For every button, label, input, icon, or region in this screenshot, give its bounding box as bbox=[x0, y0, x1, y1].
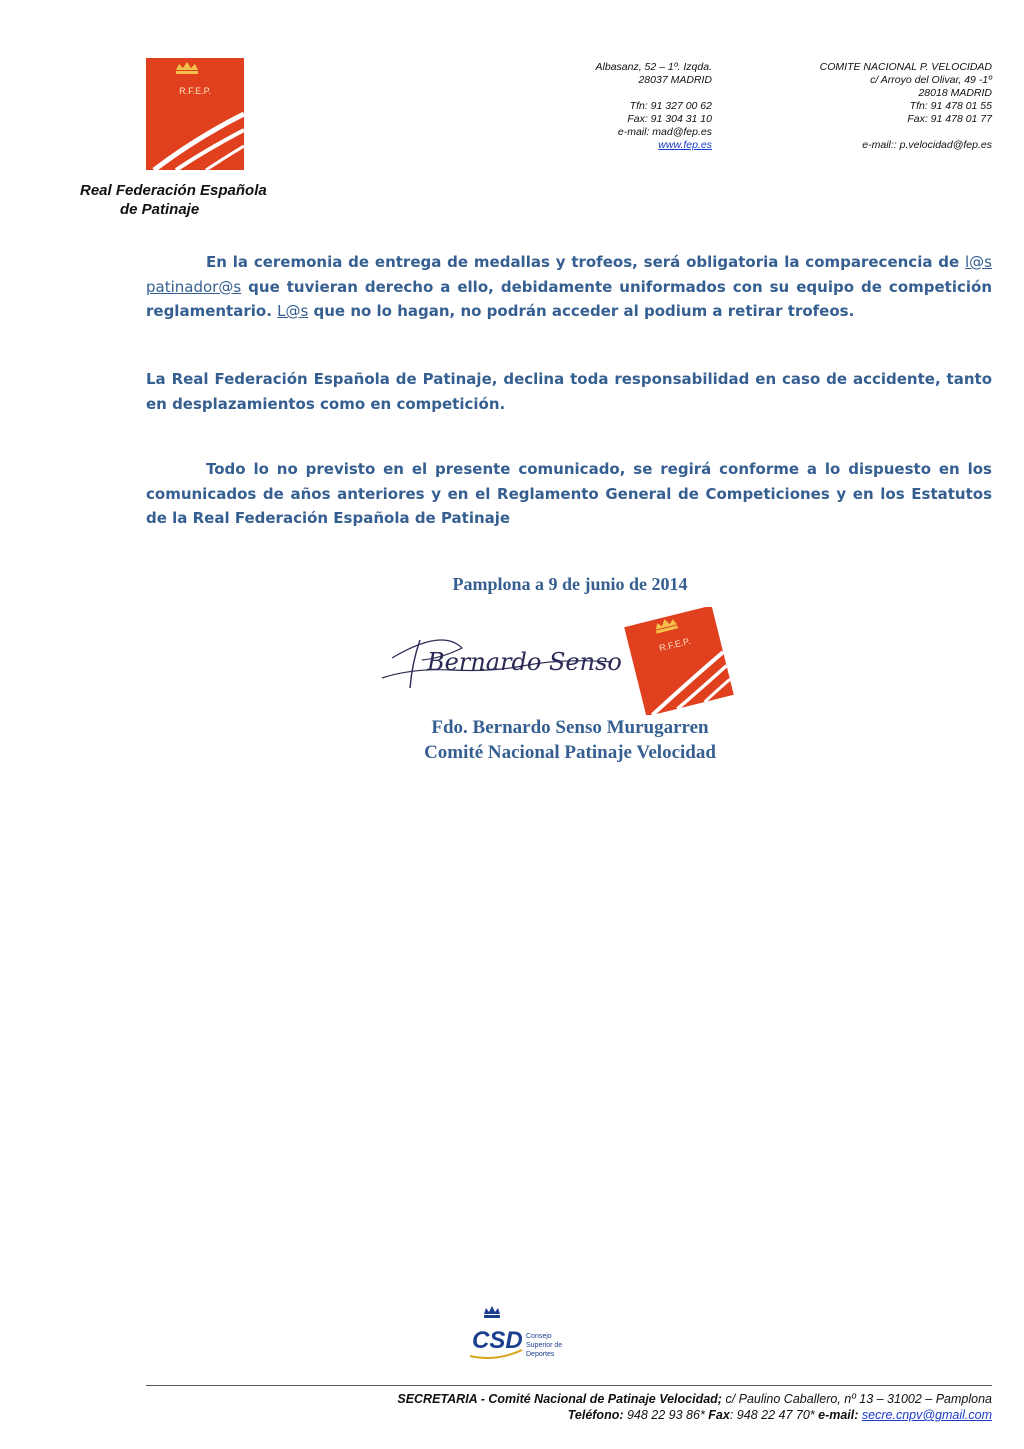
footer-email-link[interactable]: secre.cnpv@gmail.com bbox=[861, 1408, 992, 1422]
signer-role: Comité Nacional Patinaje Velocidad bbox=[424, 742, 716, 763]
address-line: Albasanz, 52 – 1º. Izqda. bbox=[595, 61, 712, 73]
address-line: 28018 MADRID bbox=[918, 87, 992, 99]
phone: Tfn: 91 327 00 62 bbox=[629, 100, 712, 112]
fax: Fax: 91 304 31 10 bbox=[627, 113, 712, 125]
address-madrid bbox=[540, 61, 712, 152]
logo-text: R.F.E.P. bbox=[179, 86, 211, 96]
phone: Tfn: 91 478 01 55 bbox=[909, 100, 992, 112]
svg-text:Superior de: Superior de bbox=[526, 1342, 563, 1349]
paragraph-responsibility: La Real Federación Española de Patinaje, declina toda responsabilidad en caso de accidente, tanto en desplazamientos como en competición. bbox=[146, 370, 992, 413]
address-line: COMITE NACIONAL P. VELOCIDAD bbox=[819, 61, 992, 73]
csd-logo bbox=[456, 1300, 588, 1392]
signature-text: Bernardo Senso bbox=[427, 648, 622, 676]
address-line: c/ Arroyo del Olivar, 49 -1º bbox=[870, 74, 992, 86]
fax: Fax: 91 478 01 77 bbox=[907, 113, 992, 125]
org-name-line2: de Patinaje bbox=[120, 201, 200, 218]
paragraph-regulations: Todo lo no previsto en el presente comunicado, se regirá conforme a lo dispuesto en los comunicados de años anteriores y en el Reglamento General de Competiciones y en los Estatutos de la Real Federación Española de Patinaje bbox=[146, 460, 992, 527]
date-place: Pamplona a 9 de junio de 2014 bbox=[452, 574, 688, 594]
svg-text:Deportes: Deportes bbox=[526, 1351, 555, 1358]
link-patinadores[interactable]: patinador@s bbox=[146, 277, 242, 296]
signature bbox=[372, 618, 627, 698]
org-name-line1: Real Federación Española bbox=[80, 182, 267, 199]
stamp-text: R.F.E.P. bbox=[658, 635, 692, 654]
rfep-stamp bbox=[624, 607, 734, 715]
org-name bbox=[80, 181, 300, 219]
link-los-2[interactable]: L@s bbox=[277, 302, 309, 320]
address-committee bbox=[760, 61, 992, 152]
footer-divider bbox=[146, 1385, 992, 1386]
csd-letters: CSD bbox=[472, 1327, 523, 1354]
rfep-logo bbox=[146, 58, 244, 170]
website-link[interactable]: www.fep.es bbox=[658, 139, 712, 151]
svg-text:Consejo: Consejo bbox=[526, 1333, 552, 1340]
email: e-mail:: p.velocidad@fep.es bbox=[862, 139, 992, 151]
email: e-mail: mad@fep.es bbox=[617, 126, 712, 138]
address-line: 28037 MADRID bbox=[638, 74, 712, 86]
footer-address: SECRETARIA - Comité Nacional de Patinaje Velocidad; c/ Paulino Caballero, nº 13 – 31002 – Pamplona bbox=[397, 1392, 992, 1406]
link-los[interactable]: l@s bbox=[965, 253, 992, 271]
paragraph-ceremony: En la ceremonia de entrega de medallas y trofeos, será obligatoria la comparecencia de l@s patinador@s que tuvieran derecho a ello, debidamente uniformados con su equipo de competición reglamentario. L@s que no lo hagan, no podrán acceder al podium a retirar trofeos. bbox=[146, 253, 992, 320]
signer-name: Fdo. Bernardo Senso Murugarren bbox=[431, 717, 709, 738]
footer-contact: Teléfono: 948 22 93 86* Fax: 948 22 47 70* e-mail: secre.cnpv@gmail.com bbox=[567, 1408, 992, 1422]
